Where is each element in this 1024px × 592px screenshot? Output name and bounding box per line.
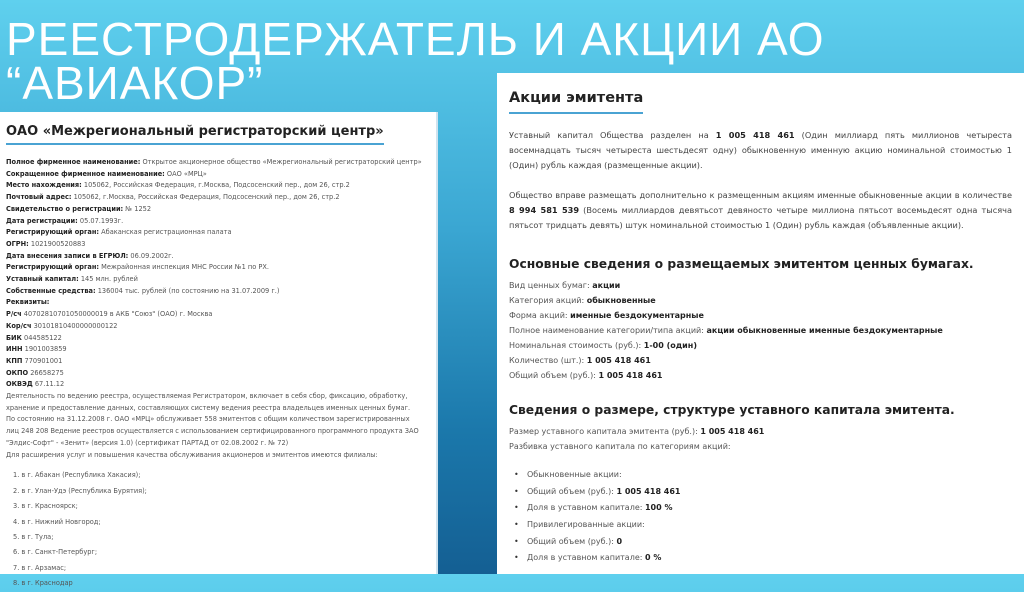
registrar-field-row (6, 321, 430, 333)
row-value: 1 005 418 461 (700, 427, 765, 437)
slide-title-line-2: “АВИАКОР” (6, 57, 264, 109)
field-label: БИК (6, 333, 22, 342)
registrar-field-row (6, 344, 430, 356)
field-value: 105062, Российская Федерация, г.Москва, Подсосенский пер., дом 26, стр.2 (81, 181, 350, 190)
text: Уставный капитал Общества разделен на (509, 130, 716, 140)
row-value: 1 005 418 461 (586, 356, 651, 366)
registrar-field-row (6, 239, 430, 251)
registrar-field-row (6, 274, 430, 286)
item-label: Привилегированные акции: (527, 520, 645, 529)
row-label: Вид ценных бумаг: (509, 281, 593, 291)
registrar-field-row (6, 297, 430, 309)
field-value: 044585122 (21, 333, 62, 342)
field-label: Собственные средства: (6, 286, 96, 295)
field-label: ОКПО (6, 368, 29, 377)
capital-breakdown-list (509, 467, 1012, 567)
field-value: Открытое акционерное общество «Межрегиональный регистраторский центр» (140, 158, 422, 166)
field-label: Реквизиты: (6, 298, 50, 307)
field-value: 1021900520883 (28, 239, 86, 248)
row-value: 1 005 418 461 (598, 371, 663, 381)
registrar-field-row (6, 227, 430, 239)
item-value: 100 % (644, 503, 673, 513)
security-info-row (509, 293, 1012, 308)
registrar-field-row (6, 262, 430, 274)
item-label: Доля в уставном капитале: (527, 553, 645, 563)
item-value: 0 (616, 536, 623, 546)
registrar-info-panel (0, 112, 438, 588)
registrar-field-row (6, 368, 430, 380)
registrar-field-row (6, 356, 430, 368)
field-value: 145 млн. рублей (78, 275, 138, 284)
issuer-shares-panel (497, 73, 1024, 574)
row-value: акции обыкновенные именные бездокументарные (706, 326, 943, 336)
securities-heading: Основные сведения о размещаемых эмитентом ценных бумагах. (509, 257, 974, 272)
description-line: хранение и предоставление данных, составляющих систему ведения реестра владельцев именных ценных бумаг. (6, 403, 411, 412)
breakdown-item (509, 534, 1012, 551)
row-label: Категория акций: (509, 296, 587, 306)
field-label: Уставный капитал: (6, 275, 79, 284)
breakdown-item (509, 517, 1012, 534)
field-value: 05.07.1993г. (77, 216, 124, 225)
slide-title-line-1: РЕЕСТРОДЕРЖАТЕЛЬ И АКЦИИ АО (6, 13, 825, 65)
registrar-field-row (6, 180, 430, 192)
security-info-row (509, 368, 1012, 383)
field-label: Дата регистрации: (6, 216, 78, 225)
branch-item: 3. в г. Красноярск; (13, 502, 78, 511)
field-value: 1901003859 (22, 345, 67, 354)
field-label: Почтовый адрес: (6, 193, 72, 202)
field-value: 770901001 (22, 356, 63, 365)
field-label: Регистрирующий орган: (6, 228, 100, 237)
field-label: КПП (6, 356, 23, 365)
description-line: "Элдис-Софт" - «Зенит» (версия 1.0) (сертификат ПАРТАД от 02.08.2002 г. № 72) (6, 438, 289, 447)
field-value: 136004 тыс. рублей (по состоянию на 31.07.2009 г.) (95, 286, 280, 295)
capital-size-row (509, 424, 1012, 439)
breakdown-label: Разбивка уставного капитала по категориям акций: (509, 442, 731, 452)
field-label: ОГРН: (6, 239, 29, 248)
description-line: лиц 248 208 Ведение реестров осуществляется с использованием сертифицированного программного продукта ЗАО (6, 427, 419, 436)
item-label: Доля в уставном капитале: (527, 503, 645, 513)
field-value: Абаканская регистрационная палата (99, 228, 232, 237)
field-label: Свидетельство о регистрации: (6, 204, 124, 213)
security-info-row (509, 338, 1012, 353)
registrar-field-row (6, 216, 430, 228)
item-label: Общий объем (руб.): (527, 486, 617, 496)
branch-item: 1. в г. Абакан (Республика Хакасия); (13, 471, 141, 480)
row-value: именные бездокументарные (570, 311, 704, 321)
text: (Восемь миллиардов девятьсот девяносто четыре миллиона пятьсот восемьдесят одна тысяча пятьсот тридцать девять) штук номинальной стоимостью 1 (Один) рубль каждая (объявленные акции). (509, 204, 1012, 231)
registrar-field-row (6, 204, 430, 216)
field-value: 105062, г.Москва, Российская Федерация, Подсосенский пер., дом 26, стр.2 (71, 193, 340, 202)
breakdown-item (509, 550, 1012, 567)
field-label: ИНН (6, 345, 23, 354)
branch-item: 7. в г. Арзамас; (13, 563, 67, 572)
field-label: Кор/сч (6, 321, 32, 330)
registrar-field-row (6, 379, 430, 391)
security-info-row (509, 308, 1012, 323)
row-label: Размер уставного капитала эмитента (руб.): (509, 427, 701, 437)
registrar-heading: ОАО «Межрегиональный регистраторский центр» (6, 124, 384, 145)
item-label: Общий объем (руб.): (527, 536, 617, 546)
item-label: Обыкновенные акции: (527, 470, 622, 480)
share-capital-paragraph (509, 128, 1012, 174)
registrar-field-row (6, 309, 430, 321)
registrar-field-row (6, 286, 430, 298)
row-label: Форма акций: (509, 311, 571, 321)
branch-item: 2. в г. Улан-Удэ (Республика Бурятия); (13, 486, 147, 495)
registrar-field-row (6, 333, 430, 345)
field-label: Дата внесения записи в ЕГРЮЛ: (6, 251, 129, 260)
registrar-field-row (6, 192, 430, 204)
branch-item: 4. в г. Нижний Новгород; (13, 517, 101, 526)
field-value: Межрайонная инспекция МНС России №1 по РХ. (99, 263, 269, 272)
field-value: ОАО «МРЦ» (164, 169, 207, 178)
field-value: 30101810400000000122 (31, 321, 118, 330)
security-info-row (509, 278, 1012, 293)
description-line: Для расширения услуг и повышения качества обслуживания акционеров и эмитентов имеются филиалы: (6, 450, 378, 459)
field-label: Р/сч (6, 310, 22, 319)
registrar-field-row (6, 157, 430, 169)
field-value: № 1252 (123, 204, 152, 213)
security-info-row (509, 353, 1012, 368)
row-value: 1-00 (один) (643, 341, 697, 351)
field-label: ОКВЭД (6, 380, 33, 389)
row-label: Общий объем (руб.): (509, 371, 599, 381)
field-label: Регистрирующий орган: (6, 263, 100, 272)
text: (Один миллиард пять миллионов четыреста восемнадцать тысяч четыреста шестьдесят одну) обыкновенную именную акцию номинальной стоимостью 1 (Один) рубль каждая (размещенные акции). (509, 130, 1012, 171)
branch-item: 5. в г. Тула; (13, 532, 54, 541)
shares-heading: Акции эмитента (509, 90, 643, 114)
registrar-field-row (6, 169, 430, 181)
description-line: По состоянию на 31.12.2008 г. ОАО «МРЦ» обслуживает 558 эмитентов с общим количеством зарегистрированных (6, 415, 410, 424)
field-label: Сокращенное фирменное наименование: (6, 169, 165, 178)
security-info-row (509, 323, 1012, 338)
row-label: Количество (шт.): (509, 356, 587, 366)
field-label: Место нахождения: (6, 181, 82, 190)
item-value: 1 005 418 461 (616, 486, 681, 496)
row-value: обыкновенные (586, 296, 656, 306)
breakdown-item (509, 467, 1012, 484)
branch-list (6, 468, 430, 591)
registrar-details (6, 157, 430, 592)
breakdown-item (509, 484, 1012, 501)
description-line: Деятельность по ведению реестра, осуществляемая Регистратором, включает в себя сбор, фиксацию, обработку, (6, 392, 408, 401)
field-value: 67.11.12 (32, 380, 65, 389)
item-value: 0 % (644, 553, 662, 563)
authorized-shares-count: 8 994 581 539 (509, 204, 580, 215)
row-value: акции (592, 281, 621, 291)
placed-shares-count: 1 005 418 461 (715, 130, 795, 140)
capital-structure-heading: Сведения о размере, структуре уставного капитала эмитента. (509, 403, 955, 418)
text: Общество вправе размещать дополнительно к размещенным акциям именные обыкновенные акции в количестве (509, 189, 1012, 200)
branch-item: 6. в г. Санкт-Петербург; (13, 548, 98, 557)
field-value: 26658275 (28, 368, 64, 377)
field-value: 06.09.2002г. (128, 251, 174, 260)
authorized-shares-paragraph (509, 188, 1012, 234)
field-label: Полное фирменное наименование: (6, 158, 141, 166)
branch-item: 8. в г. Краснодар (13, 579, 73, 588)
field-value: 40702810701050000019 в АКБ "Союз" (ОАО) г. Москва (21, 310, 213, 319)
registrar-field-row (6, 251, 430, 263)
row-label: Полное наименование категории/типа акций: (509, 326, 707, 336)
row-label: Номинальная стоимость (руб.): (509, 341, 644, 351)
breakdown-item (509, 500, 1012, 517)
